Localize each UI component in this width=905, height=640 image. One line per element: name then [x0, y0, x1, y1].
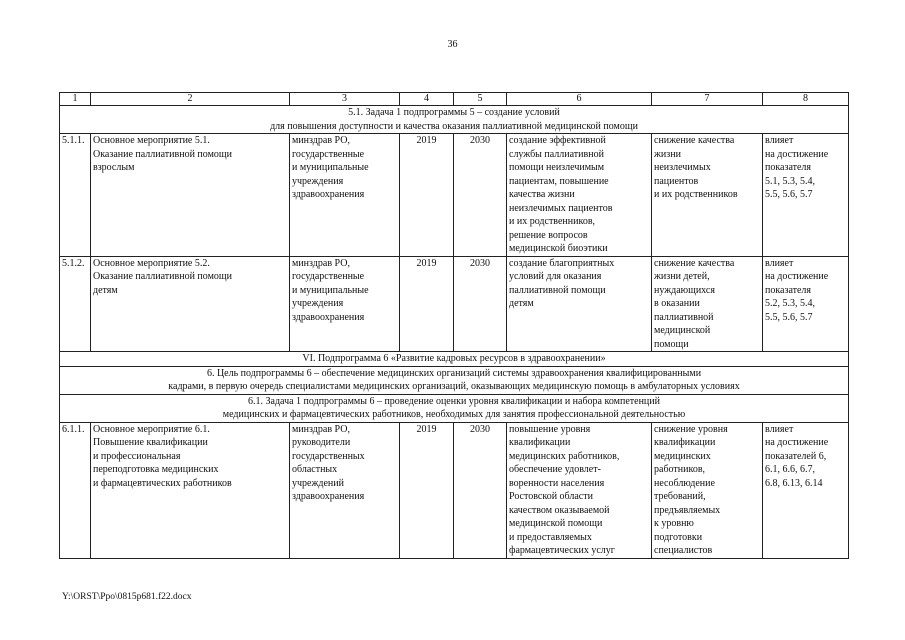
executor [290, 256, 400, 352]
cell-line: показателя [765, 284, 812, 296]
cell-line: качества жизни [509, 189, 575, 200]
cell-line: учреждений [292, 477, 344, 489]
header-cell: 5 [454, 93, 507, 106]
cell-line: детям [93, 284, 118, 296]
header-cell: 4 [400, 93, 454, 106]
cell-line: нуждающихся [654, 284, 715, 296]
cell-line: минздрав РО, [292, 423, 350, 435]
cell-line: подготовки [654, 531, 703, 543]
cell-line: помощи [654, 338, 689, 350]
cell-line: паллиативной помощи [509, 284, 606, 296]
cell-line: Основное мероприятие 5.1. [93, 135, 210, 146]
expected-result [507, 134, 652, 257]
task-6-1-line-2: медицинских и фармацевтических работников, необходимых для занятия профессиональной деятельностью [222, 409, 686, 420]
task-5-1-row [60, 106, 849, 134]
cell-line: неизлечимых пациентов [509, 202, 613, 214]
cell-line: работников, [654, 464, 706, 475]
row-number: 6.1.1. [60, 422, 91, 558]
cell-line: медицинской биоэтики [509, 243, 608, 254]
cell-line: и муниципальные [292, 284, 369, 296]
activity-name [91, 256, 290, 352]
cell-line: 5.2, 5.3, 5.4, [765, 298, 815, 309]
cell-line: обеспечение удовлет- [509, 464, 601, 475]
cell-line: паллиативной [654, 311, 714, 323]
subprogram-6-heading: VI. Подпрограмма 6 «Развитие кадровых ресурсов в здравоохранении» [60, 352, 849, 367]
goal-6-heading [60, 366, 849, 394]
cell-line: повышение уровня [509, 423, 591, 435]
cell-line: учреждения [292, 298, 344, 309]
cell-line: здравоохранения [292, 491, 365, 502]
cell-line: руководители [292, 437, 351, 448]
executor [290, 422, 400, 558]
cell-line: влияет [765, 135, 794, 146]
cell-line: пациентов [654, 175, 699, 187]
cell-line: государственные [292, 148, 365, 160]
row-number: 5.1.2. [60, 256, 91, 352]
indicator-link [763, 422, 849, 558]
cell-line: требований, [654, 491, 706, 502]
cell-line: создание эффективной [509, 135, 606, 146]
cell-line: Повышение квалификации [93, 437, 208, 448]
cell-line: службы паллиативной [509, 148, 604, 160]
expected-result [507, 256, 652, 352]
cell-line: Основное мероприятие 6.1. [93, 423, 210, 435]
table-row [60, 422, 849, 558]
cell-line: медицинской помощи [509, 518, 603, 529]
cell-line: и профессиональная [93, 450, 181, 462]
program-table [59, 92, 849, 559]
task-5-1-line-1: 5.1. Задача 1 подпрограммы 5 – создание условий [348, 107, 560, 118]
header-row [60, 93, 849, 106]
cell-line: медицинской [654, 325, 711, 336]
cell-line: минздрав РО, [292, 135, 350, 146]
cell-line: влияет [765, 423, 794, 435]
cell-line: квалификации [509, 437, 571, 448]
cell-line: областных [292, 464, 338, 475]
header-cell: 8 [763, 93, 849, 106]
cell-line: снижение уровня [654, 423, 728, 435]
cell-line: Основное мероприятие 5.2. [93, 257, 210, 269]
cell-line: государственные [292, 271, 365, 282]
file-path-footer: Y:\ORST\Ppo\0815p681.f22.docx [62, 592, 192, 602]
cell-line: снижение качества [654, 135, 735, 146]
start-year: 2019 [400, 256, 454, 352]
cell-line: Оказание паллиативной помощи [93, 148, 232, 160]
cell-line: воренности населения [509, 477, 605, 489]
task-5-1-line-2: для повышения доступности и качества оказания паллиативной медицинской помощи [270, 120, 638, 132]
cell-line: 5.5, 5.6, 5.7 [765, 311, 813, 323]
cell-line: взрослым [93, 162, 135, 173]
task-6-1-line-1: 6.1. Задача 1 подпрограммы 6 – проведение оценки уровня квалификации и набора компетенций [248, 395, 660, 407]
expected-result [507, 422, 652, 558]
activity-name [91, 134, 290, 257]
cell-line: медицинских [654, 450, 711, 462]
page-number: 36 [447, 39, 458, 50]
cell-line: минздрав РО, [292, 257, 350, 269]
cell-line: помощи неизлечимым [509, 162, 605, 173]
cell-line: снижение качества [654, 257, 735, 269]
header-cell: 3 [290, 93, 400, 106]
non-implementation-consequence [652, 134, 763, 257]
non-implementation-consequence [652, 422, 763, 558]
start-year: 2019 [400, 422, 454, 558]
cell-line: в оказании [654, 298, 700, 309]
cell-line: несоблюдение [654, 477, 715, 489]
cell-line: предъявляемых [654, 504, 721, 516]
cell-line: 5.5, 5.6, 5.7 [765, 189, 813, 200]
cell-line: показателя [765, 162, 812, 173]
cell-line: государственных [292, 450, 365, 462]
goal-6-row [60, 366, 849, 394]
table-row [60, 256, 849, 352]
cell-line: 5.1, 5.3, 5.4, [765, 175, 815, 187]
cell-line: фармацевтических услуг [509, 545, 615, 556]
header-cell: 2 [91, 93, 290, 106]
cell-line: показателей 6, [765, 450, 827, 462]
cell-line: и их родственников, [509, 216, 596, 227]
cell-line: и фармацевтических работников [93, 477, 232, 489]
cell-line: качеством оказываемой [509, 504, 610, 516]
end-year: 2030 [454, 422, 507, 558]
cell-line: медицинских работников, [509, 450, 620, 462]
cell-line: на достижение [765, 271, 829, 282]
cell-line: и предоставляемых [509, 531, 592, 543]
cell-line: к уровню [654, 518, 694, 529]
indicator-link [763, 134, 849, 257]
goal-6-line-2: кадрами, в первую очередь специалистами медицинских организаций, оказывающих медицинскую помощь в амбулаторных условиях [168, 381, 740, 392]
goal-6-line-1: 6. Цель подпрограммы 6 – обеспечение медицинских организаций системы здравоохранения квалифицированными [206, 367, 702, 379]
cell-line: Ростовской области [509, 491, 593, 502]
cell-line: Оказание паллиативной помощи [93, 271, 232, 282]
cell-line: 6.1, 6.6, 6.7, [765, 464, 815, 475]
cell-line: условий для оказания [509, 271, 602, 282]
end-year: 2030 [454, 134, 507, 257]
task-5-1-heading [60, 106, 849, 134]
task-6-1-heading [60, 394, 849, 422]
row-number: 5.1.1. [60, 134, 91, 257]
cell-line: детям [509, 298, 534, 309]
header-cell: 1 [60, 93, 91, 106]
cell-line: специалистов [654, 545, 713, 556]
cell-line: здравоохранения [292, 311, 365, 323]
cell-line: создание благоприятных [509, 257, 615, 269]
cell-line: переподготовка медицинских [93, 464, 219, 475]
header-cell: 6 [507, 93, 652, 106]
indicator-link [763, 256, 849, 352]
cell-line: на достижение [765, 437, 829, 448]
cell-line: на достижение [765, 148, 829, 160]
cell-line: учреждения [292, 175, 344, 187]
cell-line: неизлечимых [654, 162, 711, 173]
cell-line: и их родственников [654, 189, 738, 200]
cell-line: 6.8, 6.13, 6.14 [765, 477, 823, 489]
cell-line: жизни [654, 148, 681, 160]
end-year: 2030 [454, 256, 507, 352]
task-6-1-row [60, 394, 849, 422]
non-implementation-consequence [652, 256, 763, 352]
start-year: 2019 [400, 134, 454, 257]
header-cell: 7 [652, 93, 763, 106]
cell-line: решение вопросов [509, 229, 588, 241]
cell-line: пациентам, повышение [509, 175, 609, 187]
cell-line: здравоохранения [292, 189, 365, 200]
subprogram-6-row [60, 352, 849, 367]
cell-line: жизни детей, [654, 271, 710, 282]
executor [290, 134, 400, 257]
cell-line: квалификации [654, 437, 716, 448]
activity-name [91, 422, 290, 558]
table-row [60, 134, 849, 257]
cell-line: и муниципальные [292, 162, 369, 173]
cell-line: влияет [765, 257, 794, 269]
